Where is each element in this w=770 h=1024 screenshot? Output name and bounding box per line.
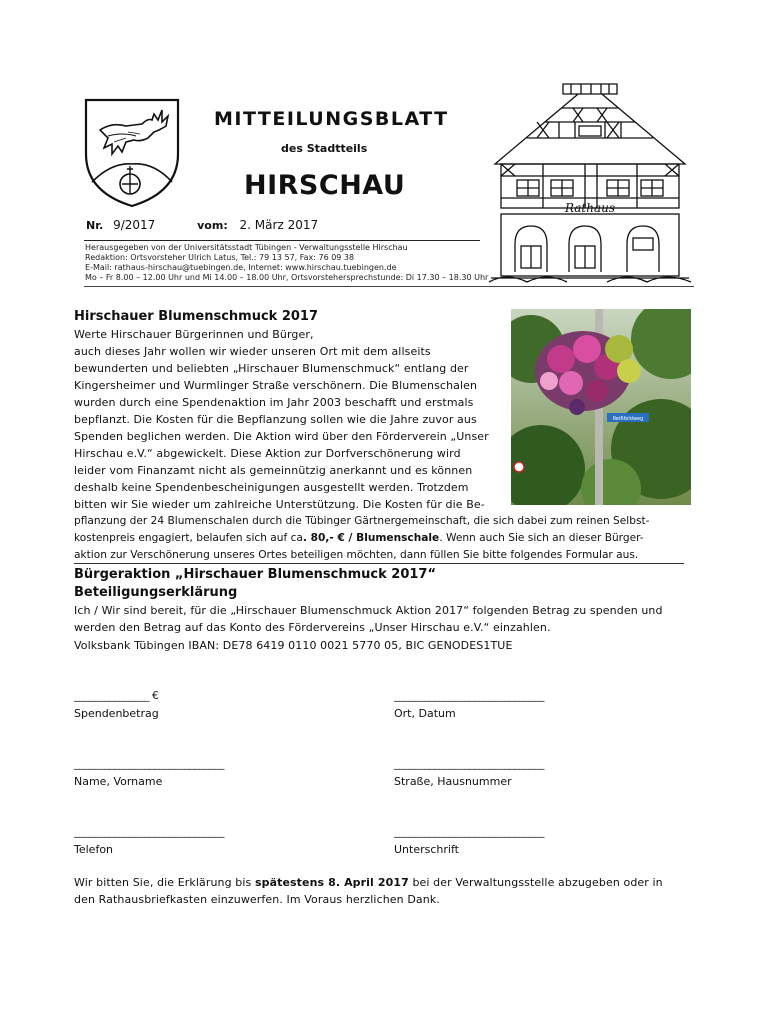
name-field[interactable]: ______________________________ xyxy=(74,757,224,770)
cost-text-end: . Wenn auch Sie sich an dieser Bürger- xyxy=(439,532,644,544)
cost-per-bowl: . 80,- € / Blumenschale xyxy=(302,532,440,544)
article-line: wurden durch eine Spendenaktion im Jahr 2003 beschafft und erstmals xyxy=(74,396,474,409)
closing-line xyxy=(74,876,663,889)
donation-amount-label: Spendenbetrag xyxy=(74,707,159,720)
bank-details: Volksbank Tübingen IBAN: DE78 6419 0110 0021 5770 05, BIC GENODES1TUE xyxy=(74,639,513,652)
issue-label: Nr. xyxy=(86,219,104,232)
article-line: bepflanzt. Die Kosten für die Bepflanzung sollen wie die Jahre zuvor aus xyxy=(74,413,477,426)
article-line: Kingersheimer und Wurmlinger Straße verschönern. Die Blumenschalen xyxy=(74,379,478,392)
article-line: aktion zur Verschönerung unseres Ortes beteiligen möchten, dann füllen Sie bitte folgendes Formular aus. xyxy=(74,549,639,561)
signature-label: Unterschrift xyxy=(394,843,459,856)
rathaus-sign: Rathaus xyxy=(564,201,616,215)
article-line: bitten wir Sie wieder um zahlreiche Unterstützung. Die Kosten für die Be- xyxy=(74,498,485,511)
street-label: Straße, Hausnummer xyxy=(394,775,512,788)
street-sign-label: Reißfeldweg xyxy=(612,416,644,422)
deadline: spätestens 8. April 2017 xyxy=(254,876,409,889)
signature-field[interactable]: ______________________________ xyxy=(394,825,544,838)
masthead-divider xyxy=(84,286,694,287)
date-label: vom: xyxy=(197,219,228,232)
hanging-flower-basket-photo xyxy=(511,309,691,505)
article-line: deshalb keine Spendenbescheinigungen ausgestellt werden. Trotzdem xyxy=(74,481,469,494)
impressum-line: Herausgegeben von der Universitätsstadt Tübingen - Verwaltungsstelle Hirschau xyxy=(85,243,408,252)
impressum xyxy=(85,243,488,283)
impressum-line: Redaktion: Ortsvorsteher Ulrich Latus, Tel.: 79 13 57, Fax: 76 09 38 xyxy=(85,253,355,262)
form-divider xyxy=(74,563,684,564)
form-subheading: Beteiligungserklärung xyxy=(74,585,238,600)
issue-number: 9/2017 xyxy=(113,218,156,232)
article-line: leider vom Finanzamt nicht als gemeinnützig anerkannt und es können xyxy=(74,464,473,477)
street-field[interactable]: ______________________________ xyxy=(394,757,544,770)
article-line: Hirschau e.V.“ abgewickelt. Diese Aktion zur Dorfverschönerung wird xyxy=(74,447,461,460)
form-intro-line: Ich / Wir sind bereit, für die „Hirschauer Blumenschmuck Aktion 2017“ folgenden Betrag zu spenden und xyxy=(74,604,663,617)
name-label: Name, Vorname xyxy=(74,775,163,788)
impressum-line: E-Mail: rathaus-hirschau@tuebingen.de, Internet: www.hirschau.tuebingen.de xyxy=(85,263,397,272)
article-line: Spenden beglichen werden. Die Aktion wird über den Förderverein „Unser xyxy=(74,430,489,443)
phone-field[interactable]: ______________________________ xyxy=(74,825,224,838)
article-line: pflanzung der 24 Blumenschalen durch die Tübinger Gärtnergemeinschaft, die sich dabei zum reinen Selbst- xyxy=(74,515,650,527)
newsletter-subtitle: des Stadtteils xyxy=(281,142,368,155)
town-name: HIRSCHAU xyxy=(244,170,406,201)
article-line xyxy=(74,532,644,544)
newsletter-title: MITTEILUNGSBLATT xyxy=(214,108,449,130)
form-intro-line: werden den Betrag auf das Konto des Fördervereins „Unser Hirschau e.V.“ einzahlen. xyxy=(74,621,551,634)
cost-text: kostenpreis engagiert, belaufen sich auf ca xyxy=(74,532,303,544)
article-line: bewunderten und beliebten „Hirschauer Blumenschmuck“ entlang der xyxy=(74,362,469,375)
place-date-label: Ort, Datum xyxy=(394,707,456,720)
form-heading: Bürgeraktion „Hirschauer Blumenschmuck 2017“ xyxy=(74,567,437,582)
town-hall-drawing xyxy=(487,76,693,286)
hirschau-coat-of-arms-logo xyxy=(82,96,182,208)
closing-text: Wir bitten Sie, die Erklärung bis xyxy=(74,876,255,889)
closing-text-end: bei der Verwaltungsstelle abzugeben oder in xyxy=(408,876,663,889)
donation-amount-field[interactable]: _______________ € xyxy=(74,689,159,702)
closing-line: den Rathausbriefkasten einzuwerfen. Im Voraus herzlichen Dank. xyxy=(74,893,440,906)
impressum-line: Mo – Fr 8.00 – 12.00 Uhr und Mi 14.00 – 18.00 Uhr, Ortsvorstehersprechstunde: Di 17.30 – 18.30 Uhr xyxy=(85,273,489,282)
article-line: auch dieses Jahr wollen wir wieder unseren Ort mit dem allseits xyxy=(74,345,431,358)
phone-label: Telefon xyxy=(74,843,114,856)
place-date-field[interactable]: ______________________________ xyxy=(394,689,544,702)
issue-date: 2. März 2017 xyxy=(239,218,319,232)
issue-row xyxy=(86,218,318,232)
article-line: Werte Hirschauer Bürgerinnen und Bürger, xyxy=(74,328,314,341)
article-heading: Hirschauer Blumenschmuck 2017 xyxy=(74,309,319,324)
header-divider xyxy=(84,240,480,241)
